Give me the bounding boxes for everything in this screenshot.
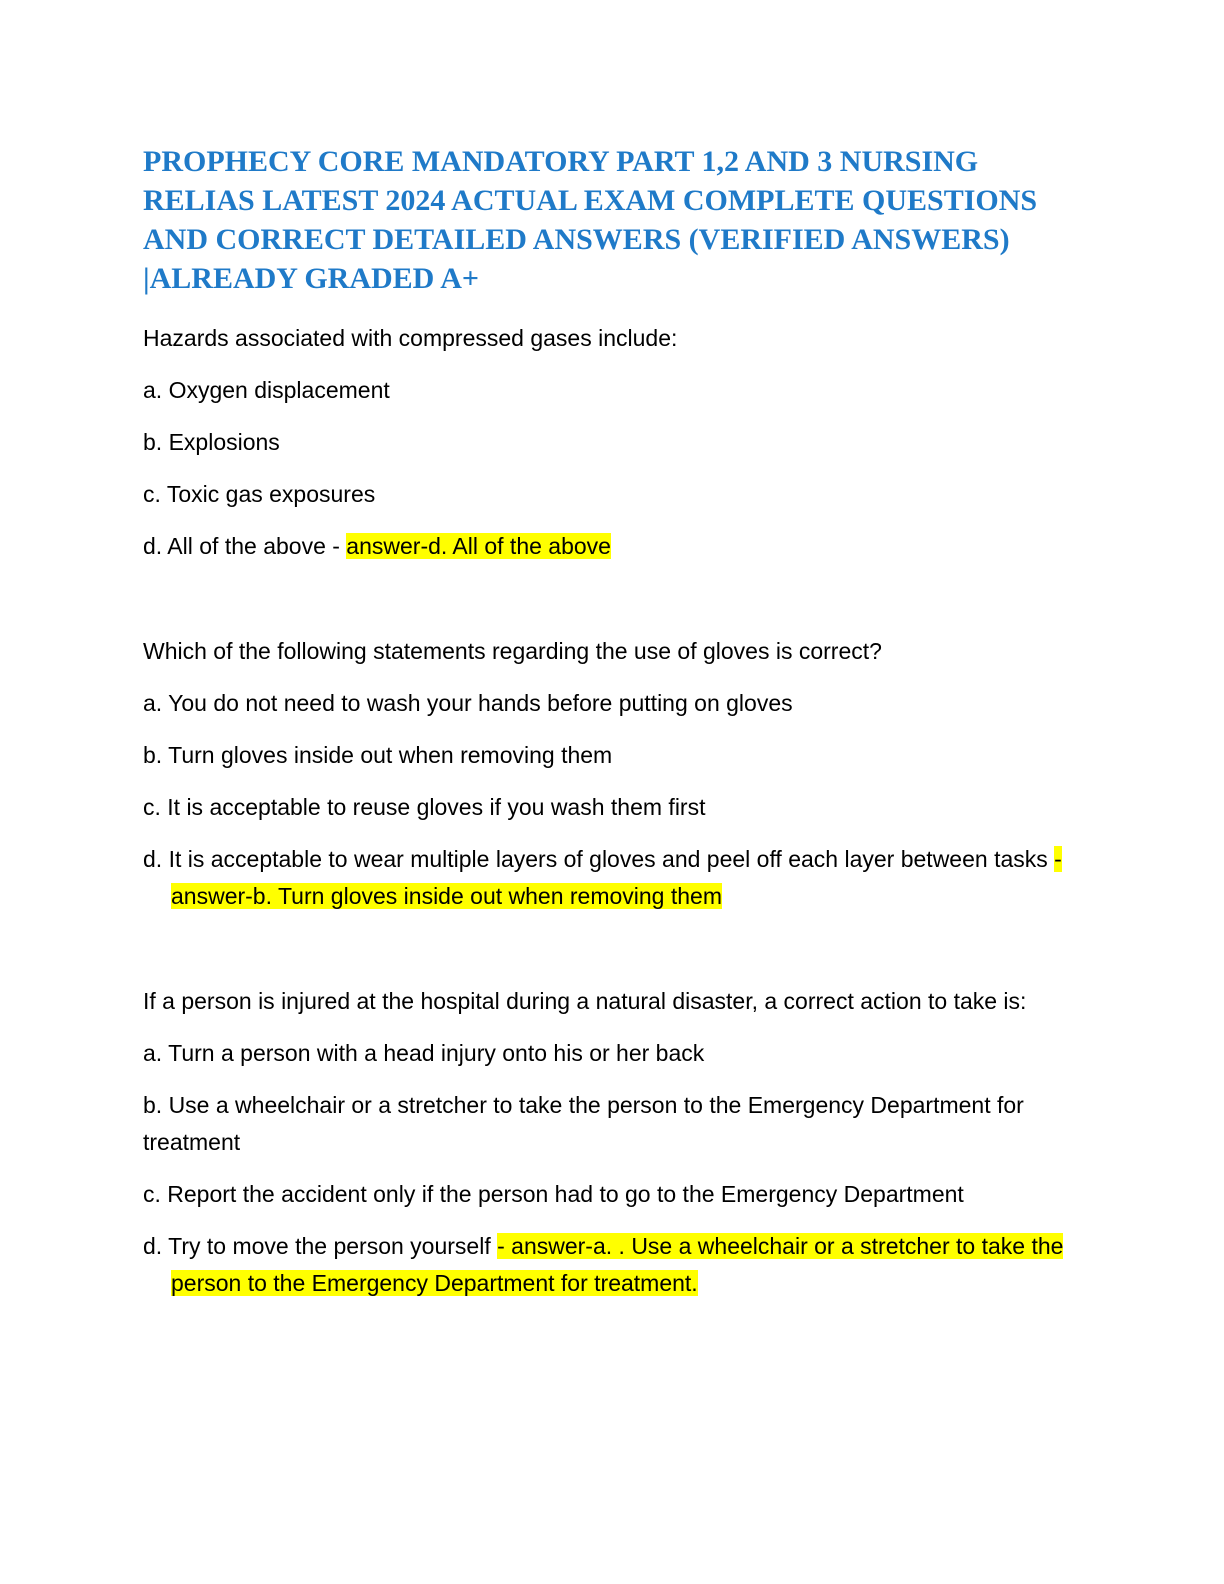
question-2-option-a: a. You do not need to wash your hands before putting on gloves bbox=[143, 690, 793, 716]
question-1-option-a: a. Oxygen displacement bbox=[143, 377, 390, 403]
question-3-option-d bbox=[143, 1228, 1083, 1302]
question-2-text: Which of the following statements regarding the use of gloves is correct? bbox=[143, 638, 882, 664]
question-3-option-a: a. Turn a person with a head injury onto his or her back bbox=[143, 1040, 705, 1066]
question-3-answer: - answer-a. . Use a wheelchair or a stretcher to take the person to the Emergency Department for treatment. bbox=[171, 1233, 1064, 1296]
question-1-answer: answer-d. All of the above bbox=[346, 533, 611, 559]
question-1-option-d bbox=[143, 528, 1083, 565]
question-3-option-c: c. Report the accident only if the person had to go to the Emergency Department bbox=[143, 1181, 964, 1207]
question-2-option-c: c. It is acceptable to reuse gloves if you wash them first bbox=[143, 794, 706, 820]
question-3-text: If a person is injured at the hospital during a natural disaster, a correct action to take is: bbox=[143, 988, 1027, 1014]
question-1-option-c: c. Toxic gas exposures bbox=[143, 481, 376, 507]
question-2-option-b: b. Turn gloves inside out when removing them bbox=[143, 742, 613, 768]
document-title: PROPHECY CORE MANDATORY PART 1,2 AND 3 NURSING RELIAS LATEST 2024 ACTUAL EXAM COMPLETE QUESTIONS AND CORRECT DETAILED ANSWERS (VERIFIED ANSWERS) |ALREADY GRADED A+ bbox=[143, 145, 1038, 295]
question-3-option-d-text: d. Try to move the person yourself bbox=[143, 1233, 498, 1259]
question-3-option-b: b. Use a wheelchair or a stretcher to take the person to the Emergency Department for treatment bbox=[143, 1092, 1024, 1155]
question-1-text: Hazards associated with compressed gases include: bbox=[143, 325, 678, 351]
question-2-option-d-text: d. It is acceptable to wear multiple layers of gloves and peel off each layer between tasks bbox=[143, 846, 1055, 872]
document-page bbox=[143, 142, 1083, 1302]
question-2-option-d bbox=[143, 841, 1083, 915]
question-1-option-b: b. Explosions bbox=[143, 429, 280, 455]
question-1-option-d-text: d. All of the above - bbox=[143, 533, 347, 559]
question-2-answer: - answer-b. Turn gloves inside out when removing them bbox=[171, 846, 1062, 909]
